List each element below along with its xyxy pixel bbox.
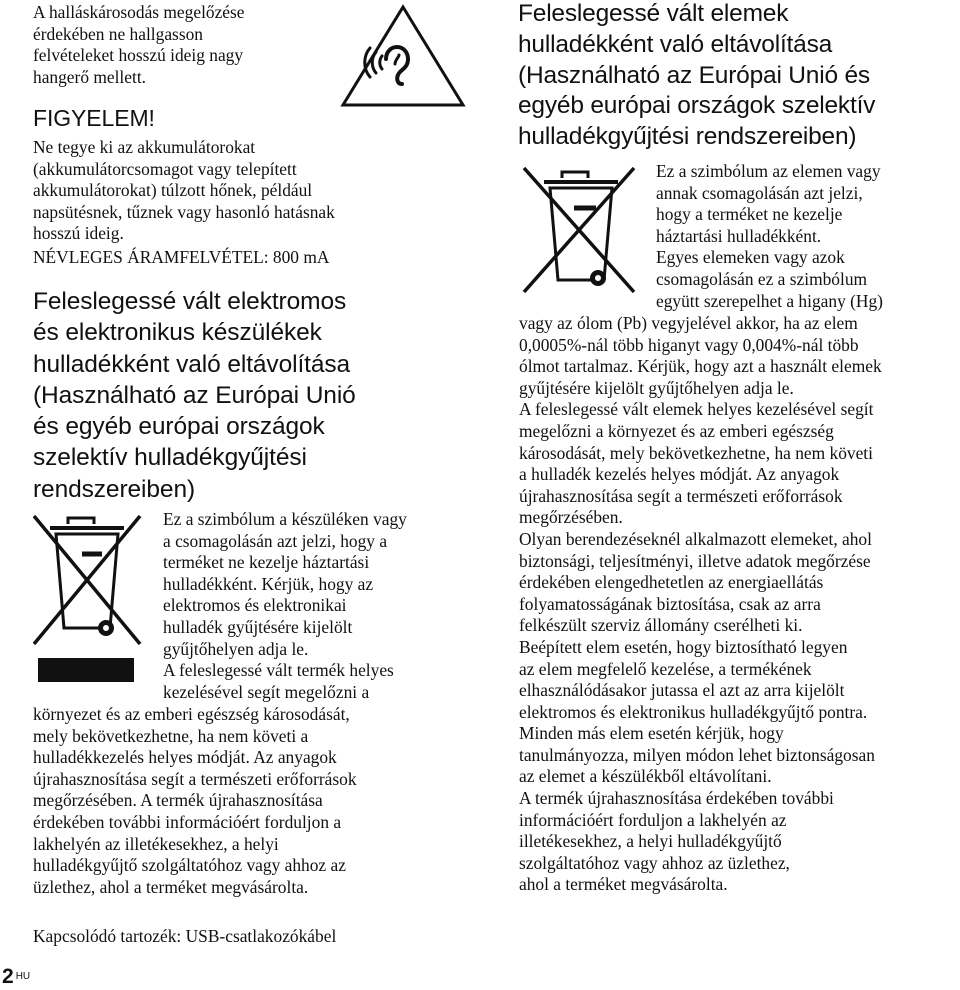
text-line: annak csomagolásán azt jelzi, [656,182,863,203]
text-line: Beépített elem esetén, hogy biztosítható legyen [519,636,848,657]
text-line: terméket ne kezelje háztartási [163,552,370,573]
text-line: napsütésnek, tűznek vagy hasonló hatásnak [33,201,335,222]
text-line: hulladékkezelés helyes módját. Az anyagok [33,747,337,768]
heading-line: Feleslegessé vált elektromos [33,288,347,315]
text-line: biztonsági, teljesítményi, illetve adatok megőrzése [519,550,871,571]
battery-text-indented [656,161,956,312]
text-line: csomagolásán ez a szimbólum [656,268,868,289]
text-line: hulladékgyűjtő szolgáltatóhoz vagy ahhoz az [33,855,346,876]
heading-line: hulladékként való eltávolítása [33,350,351,378]
text-line: háztartási hulladékként. [656,225,822,246]
page-number-value: 2 [2,965,14,988]
heading-line: és elektronikus készülékek [33,319,322,347]
battery-text-full [519,313,959,896]
text-line: hangerő mellett. [33,66,146,87]
heading-line: rendszereiben) [33,475,196,503]
text-line: Ez a szimbólum a készüléken vagy [163,509,407,529]
text-line: érdekében további információért forduljon a [33,811,342,832]
battery-heading [518,0,958,153]
text-line: gyűjtőhelyen adja le. [163,638,309,659]
text-line: Ne tegye ki az akkumulátorokat [33,137,256,157]
text-line: érdekében elengedhetetlen az energiaellátás [519,572,824,593]
hearing-warning-text [33,2,333,88]
hearing-warning-icon [340,4,466,108]
text-line: Minden más elem esetén kérjük, hogy [519,723,784,744]
text-line: üzlethez, ahol a terméket megvásárolta. [33,876,309,897]
text-line: ahol a terméket megvásárolta. [519,874,728,895]
text-line: kezelésével segít megelőzni a [163,681,370,702]
weee-text-full [33,704,483,898]
text-line: szolgáltatóhoz vagy ahhoz az üzlethez, [519,852,790,873]
text-line: az elem megfelelő kezelése, a termékének [519,658,812,679]
weee-heading [33,286,473,505]
text-line: hulladékként. Kérjük, hogy az [163,573,374,594]
text-line: környezet és az emberi egészség károsodását, [33,704,350,724]
text-line: ólmot tartalmaz. Kérjük, hogy azt a használt elemek [519,356,882,377]
text-line: elhasználódásakor jutassa el azt az arra kijelölt [519,680,845,701]
accessory-text: Kapcsolódó tartozék: USB-csatlakozókábel [33,926,337,946]
text-line: felkészült szerviz állomány cserélheti ki. [519,615,803,636]
text-line: 0,0005%-nál több higanyt vagy 0,004%-nál több [519,334,859,355]
rated-current: NÉVLEGES ÁRAMFELVÉTEL: 800 mA [33,247,330,267]
text-line: károsodását, mely bekövetkezhetne, ha nem követi [519,442,873,463]
heading-line: hulladékként való eltávolítása [518,30,833,58]
heading-line: és egyéb európai országok [33,413,325,441]
text-line: mely bekövetkezhetne, ha nem követi a [33,725,309,746]
heading-line: egyéb európai országok szelektív [518,92,876,120]
text-line: együtt szerepelhet a higany (Hg) [656,290,883,311]
crossed-out-bin-battery-icon [518,162,640,298]
caution-title: FIGYELEM! [33,105,155,131]
weee-text-indented [163,509,483,703]
text-line: A halláskárosodás megelőzése [33,2,245,22]
text-line: A termék újrahasznosítása érdekében további [519,788,834,809]
text-line: Olyan berendezéseknél alkalmazott elemeket, ahol [519,528,872,549]
text-line: elektromos és elektronikus hulladékgyűjtő pontra. [519,701,868,722]
crossed-out-bin-icon [28,510,148,688]
caution-text [33,137,473,245]
text-line: a hulladék kezelés helyes módját. Az anyagok [519,464,840,485]
text-line: a csomagolásán azt jelzi, hogy a [163,530,388,551]
text-line: hosszú ideig. [33,223,124,244]
text-line: újrahasznosítása segít a természeti erőforrások [519,485,843,506]
language-code: HU [15,971,31,982]
heading-line: (Használható az Európai Unió [33,381,356,409]
text-line: újrahasznosítása segít a természeti erőforrások [33,768,357,789]
text-line: tanulmányozza, milyen módon lehet biztonságosan [519,744,875,765]
text-line: Egyes elemeken vagy azok [656,247,845,268]
text-line: megelőzni a környezet és az emberi egészség [519,420,834,441]
text-line: hogy a terméket ne kezelje [656,204,843,225]
text-line: hulladék gyűjtésére kijelölt [163,616,353,637]
text-line: információért forduljon a lakhelyén az [519,809,787,830]
text-line: A feleslegessé vált elemek helyes kezelésével segít [519,399,874,420]
text-line: felvételeket hosszú ideig nagy [33,45,244,66]
text-line: elektromos és elektronikai [163,595,347,616]
text-line: illetékesekhez, a helyi hulladékgyűjtő [519,831,782,852]
text-line: A feleslegessé vált termék helyes [163,660,394,681]
heading-line: (Használható az Európai Unió és [518,61,870,89]
text-line: lakhelyén az illetékesekhez, a helyi [33,833,279,854]
text-line: (akkumulátorcsomagot vagy telepített [33,158,297,179]
text-line: megőrzésében. A termék újrahasznosítása [33,790,323,811]
text-line: megőrzésében. [519,507,623,528]
text-line: érdekében ne hallgasson [33,23,203,44]
heading-line: hulladékgyűjtési rendszereiben) [518,123,857,151]
heading-line: szelektív hulladékgyűjtési [33,444,307,472]
text-line: folyamatosságának biztosítása, csak az arra [519,593,821,614]
text-line: vagy az ólom (Pb) vegyjelével akkor, ha az elem [519,313,858,333]
text-line: az elemet a készülékből eltávolítani. [519,766,772,787]
page-number [2,966,30,988]
text-line: gyűjtésére kijelölt gyűjtőhelyen adja le. [519,377,794,398]
heading-line: Feleslegessé vált elemek [518,0,789,27]
text-line: Ez a szimbólum az elemen vagy [656,161,881,181]
text-line: akkumulátorokat) túlzott hőnek, például [33,180,313,201]
